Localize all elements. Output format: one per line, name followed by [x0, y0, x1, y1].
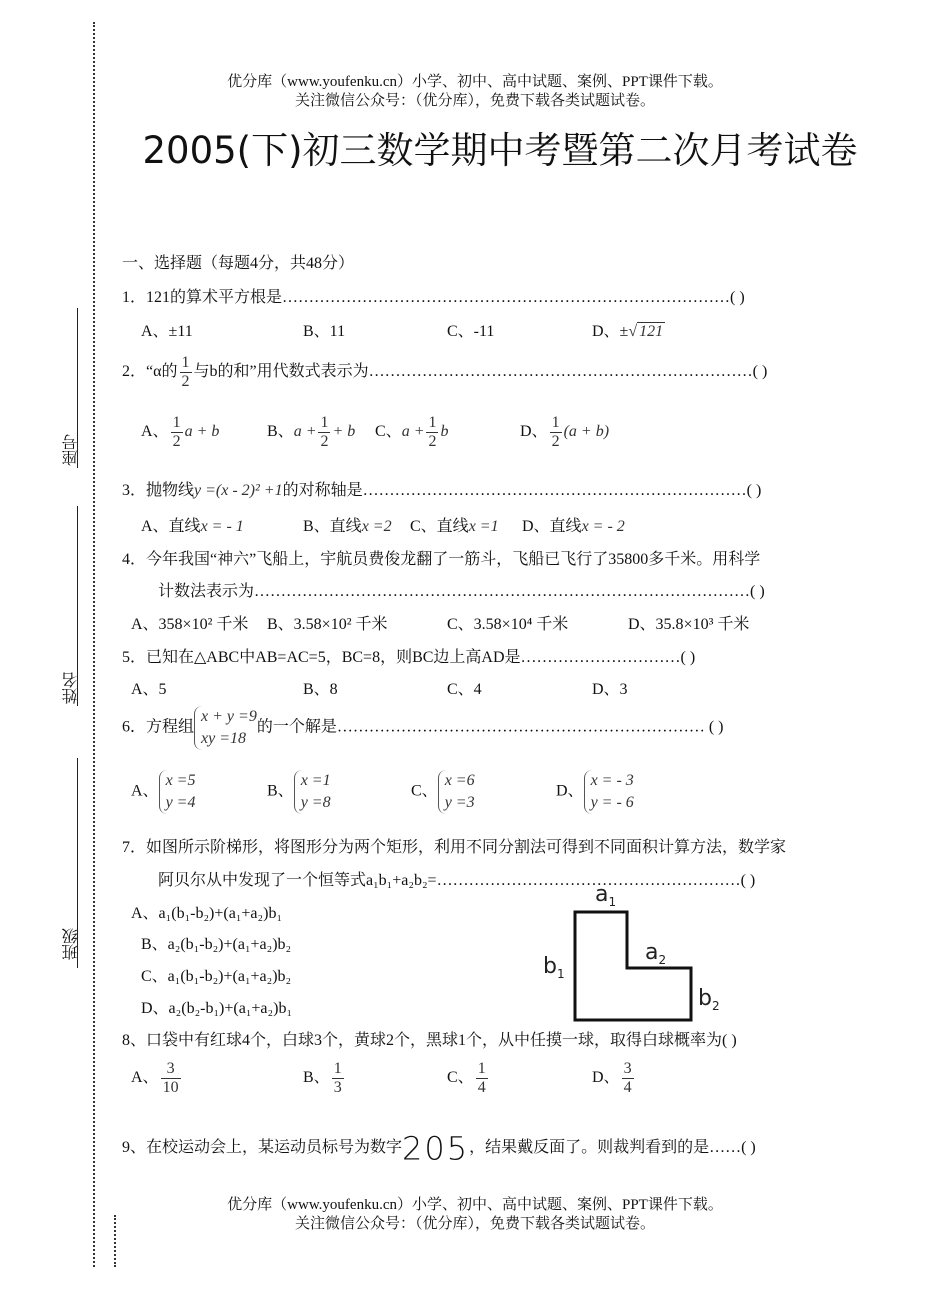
q4-option-a: A、358×10² 千米: [131, 616, 249, 633]
question-1: [122, 284, 745, 307]
digital-number-205: 205: [402, 1129, 470, 1168]
question-8: 8、口袋中有红球4个，白球3个，黄球2个，黑球1个，从中任摸一球，取得白球概率为( ): [122, 1032, 737, 1049]
q8-option-a: A、 $\frac{3}{10}$: [131, 1060, 179, 1096]
q7-option-a: A、a₁(b₁-b₂)+(a₁+a₂)b₁: [131, 905, 283, 922]
q1-option-b: B、11: [303, 323, 346, 340]
q6-option-b: B、x =1 y =8: [267, 770, 331, 814]
q5-option-d: D、3: [592, 681, 628, 698]
q6-option-c: C、x =6 y =3: [411, 770, 475, 814]
q6-option-a: A、x =5 y =4: [131, 770, 195, 814]
label-a1: a: [595, 882, 609, 907]
q1-radicand: 121: [639, 323, 664, 340]
question-2: 2．“α的 $\frac{1}{2}$ 与b的和”用代数式表示为………………………………………………………………( ): [122, 354, 768, 390]
svg-text:b1: $b_1$: [543, 954, 565, 981]
footer-line-1: 优分库（www.youfenku.cn）小学、初中、高中试题、案例、PPT课件下载。: [227, 1197, 723, 1213]
q2-option-c: C、a + $\frac{1}{2}$ b: [375, 414, 449, 450]
staircase-figure: [535, 875, 735, 1025]
q3-option-b: B、直线x =2: [303, 518, 392, 535]
page-title: 2005(下)初三数学期中考暨第二次月考试卷: [142, 129, 858, 172]
q5-option-a: A、5: [131, 681, 167, 698]
question-4-line-1: 4．今年我国“神六”飞船上，宇航员费俊龙翻了一筋斗，飞船已飞行了35800多千米。用科学: [122, 551, 761, 568]
header-line-2: 关注微信公众号：（优分库），免费下载各类试题试卷。: [294, 93, 655, 109]
staircase-outline: [575, 912, 691, 1020]
q5-option-b: B、8: [303, 681, 338, 698]
svg-text:a2: $a_2$: [645, 940, 667, 967]
q4-option-b: B、3.58×10² 千米: [267, 616, 388, 633]
q7-option-b: B、a₂(b₁-b₂)+(a₁+a₂)b₂: [141, 936, 292, 953]
question-7-line-1: 7．如图所示阶梯形，将图形分为两个矩形，利用不同分割法可得到不同面积计算方法，数学家: [122, 839, 787, 856]
svg-text:b2: $b_2$: [698, 986, 720, 1013]
q1-option-a: A、±11: [141, 323, 193, 340]
q8-option-c: C、 $\frac{1}{4}$: [447, 1060, 486, 1096]
question-4-line-2: 计数法表示为…………………………………………………………………………………( ): [158, 583, 765, 600]
question-9: 9、在校运动会上，某运动员标号为数字205，结果戴反面了。则裁判看到的是……( ): [122, 1129, 756, 1168]
label-b1: b: [543, 954, 557, 979]
svg-text:a1: $a_1$: [595, 882, 617, 909]
question-3: 3．抛物线y =(x - 2)² +1的对称轴是………………………………………………………………( ): [122, 482, 762, 499]
q2-option-b: B、a + $\frac{1}{2}$ + b: [267, 414, 356, 450]
q2-option-a: A、 $\frac{1}{2}$ a + b: [141, 414, 220, 450]
label-a2: a: [645, 940, 659, 965]
q8-option-d: D、 $\frac{3}{4}$: [592, 1060, 632, 1096]
q1-text: 1．121的算术平方根是: [122, 289, 283, 306]
header-line-1: 优分库（www.youfenku.cn）小学、初中、高中试题、案例、PPT课件下载。: [227, 74, 723, 90]
q6-option-d: D、x = - 3 y = - 6: [556, 770, 634, 814]
question-6: 6．方程组x + y =9 xy =18的一个解是…………………………………………………………… ( ): [122, 706, 723, 750]
name-label: 姓名: [63, 672, 80, 704]
q4-option-c: C、3.58×10⁴ 千米: [447, 616, 569, 633]
q1-option-c: C、-11: [447, 323, 495, 340]
q2-option-d: D、 $\frac{1}{2}$ (a + b): [520, 414, 610, 450]
question-7-line-2: 阿贝尔从中发现了一个恒等式a₁b₁+a₂b₂=…………………………………………………( ): [158, 872, 756, 889]
q8-option-b: B、 $\frac{1}{3}$: [303, 1060, 342, 1096]
q7-option-c: C、a₁(b₁-b₂)+(a₁+a₂)b₂: [141, 968, 292, 985]
q4-option-d: D、35.8×10³ 千米: [628, 616, 750, 633]
q1-option-d: D、±√ 121: [592, 323, 664, 340]
question-5: 5．已知在△ABC中AB=AC=5，BC=8，则BC边上高AD是…………………………( ): [122, 649, 696, 666]
q3-option-a: A、直线x = - 1: [141, 518, 244, 535]
footer-line-2: 关注微信公众号：（优分库），免费下载各类试题试卷。: [294, 1216, 655, 1232]
q5-option-c: C、4: [447, 681, 482, 698]
q1-answer-blank: …………………………………………………………………………( ): [282, 289, 745, 306]
label-b2: b: [698, 986, 712, 1011]
binding-dotted-line: [93, 22, 95, 1267]
seat-label: 座号: [63, 434, 80, 466]
q3-option-c: C、直线x =1: [410, 518, 499, 535]
class-label: 班级: [63, 928, 80, 960]
q7-option-d: D、a₂(b₂-b₁)+(a₁+a₂)b₁: [141, 1000, 293, 1017]
q3-option-d: D、直线x = - 2: [522, 518, 625, 535]
section-heading: 一、选择题（每题4分，共48分）: [122, 255, 355, 272]
